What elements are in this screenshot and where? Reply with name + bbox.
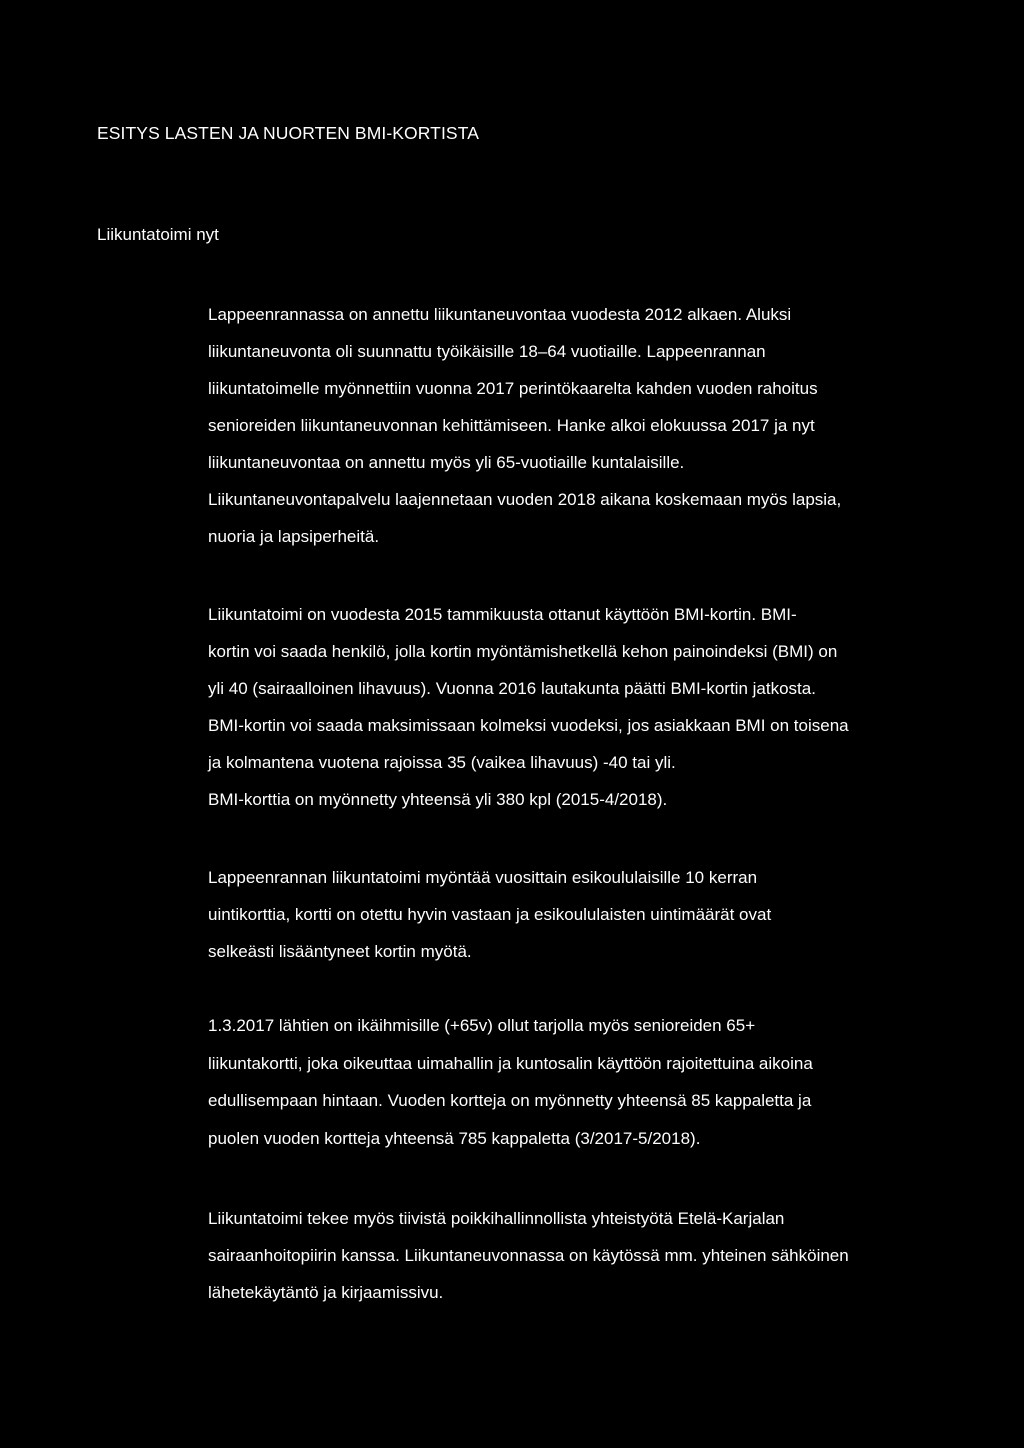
paragraph-line: Liikuntatoimi tekee myös tiivistä poikkihallinnollista yhteistyötä Etelä-Karjalan bbox=[208, 1209, 785, 1228]
document-title: ESITYS LASTEN JA NUORTEN BMI-KORTISTA bbox=[97, 123, 479, 143]
paragraph-line: selkeästi lisääntyneet kortin myötä. bbox=[208, 942, 472, 961]
paragraph-line: kortin voi saada henkilö, jolla kortin myöntämishetkellä kehon painoindeksi (BMI) on bbox=[208, 642, 838, 661]
section-heading: Liikuntatoimi nyt bbox=[97, 225, 219, 244]
paragraph-line: puolen vuoden kortteja yhteensä 785 kappaletta (3/2017-5/2018). bbox=[208, 1128, 701, 1148]
paragraph-line: liikuntaneuvontaa on annettu myös yli 65-vuotiaille kuntalaisille. bbox=[208, 453, 685, 472]
paragraph-line: BMI-korttia on myönnetty yhteensä yli 380 kpl (2015-4/2018). bbox=[208, 790, 668, 809]
paragraph-line: Liikuntatoimi on vuodesta 2015 tammikuusta ottanut käyttöön BMI-kortin. BMI- bbox=[208, 605, 797, 624]
paragraph-line: 1.3.2017 lähtien on ikäihmisille (+65v) ollut tarjolla myös senioreiden 65+ bbox=[208, 1016, 756, 1035]
paragraph-line: yli 40 (sairaalloinen lihavuus). Vuonna 2016 lautakunta päätti BMI-kortin jatkosta. bbox=[208, 679, 816, 698]
paragraph-line: nuoria ja lapsiperheitä. bbox=[208, 527, 380, 546]
paragraph-liikuntaneuvonta bbox=[208, 296, 841, 555]
paragraph-line: lähetekäytäntö ja kirjaamissivu. bbox=[208, 1283, 444, 1302]
paragraph-line: uintikorttia, kortti on otettu hyvin vastaan ja esikoululaisten uintimäärät ovat bbox=[208, 905, 772, 924]
paragraph-bmi-kortti bbox=[208, 596, 849, 818]
paragraph-seniorikortti bbox=[208, 1007, 813, 1157]
paragraph-line: liikuntakortti, joka oikeuttaa uimahallin ja kuntosalin käyttöön rajoitettuina aikoina bbox=[208, 1053, 813, 1073]
paragraph-line: edullisempaan hintaan. Vuoden kortteja on myönnetty yhteensä 85 kappaletta ja bbox=[208, 1091, 812, 1110]
paragraph-uintikortti bbox=[208, 859, 771, 970]
paragraph-line: Liikuntaneuvontapalvelu laajennetaan vuoden 2018 aikana koskemaan myös lapsia, bbox=[208, 490, 842, 509]
paragraph-line: Lappeenrannan liikuntatoimi myöntää vuosittain esikoululaisille 10 kerran bbox=[208, 868, 758, 887]
paragraph-line: liikuntaneuvonta oli suunnattu työikäisille 18–64 vuotiaille. Lappeenrannan bbox=[208, 342, 766, 361]
paragraph-yhteistyo bbox=[208, 1200, 849, 1311]
paragraph-line: senioreiden liikuntaneuvonnan kehittämiseen. Hanke alkoi elokuussa 2017 ja nyt bbox=[208, 416, 815, 435]
paragraph-line: ja kolmantena vuotena rajoissa 35 (vaikea lihavuus) -40 tai yli. bbox=[208, 753, 676, 772]
paragraph-line: liikuntatoimelle myönnettiin vuonna 2017 perintökaarelta kahden vuoden rahoitus bbox=[208, 379, 818, 398]
paragraph-line: BMI-kortin voi saada maksimissaan kolmeksi vuodeksi, jos asiakkaan BMI on toisena bbox=[208, 716, 849, 735]
paragraph-line: sairaanhoitopiirin kanssa. Liikuntaneuvonnassa on käytössä mm. yhteinen sähköinen bbox=[208, 1246, 849, 1265]
paragraph-line: Lappeenrannassa on annettu liikuntaneuvontaa vuodesta 2012 alkaen. Aluksi bbox=[208, 305, 792, 324]
